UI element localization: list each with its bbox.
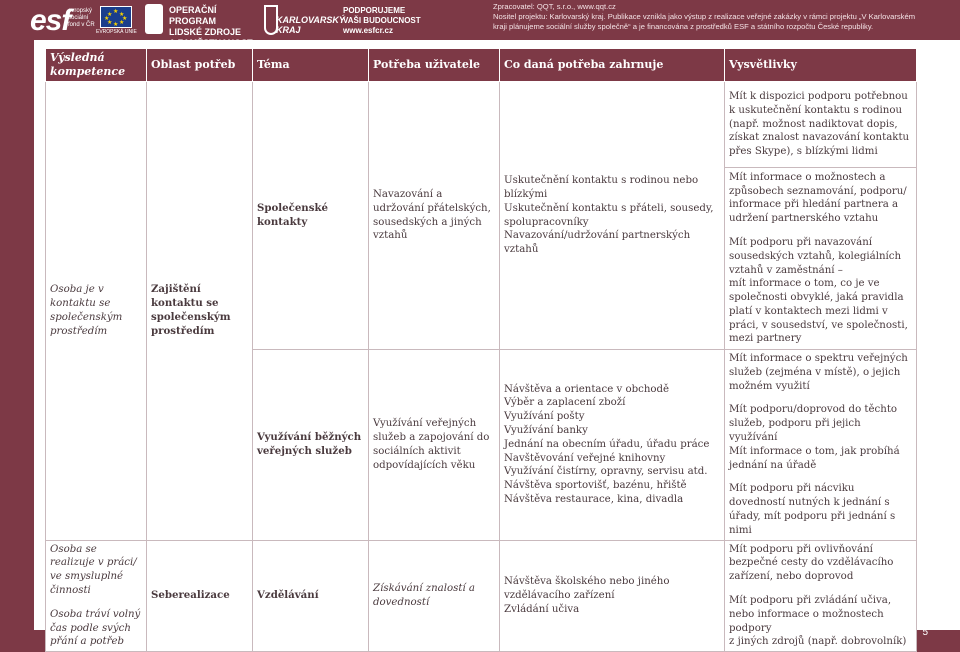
header-bar: [0, 0, 960, 40]
note-neighbour-support: Mít podporu při navazování sousedských vztahů, kolegiálních vztahů v zaměstnání – mít informace o tom, co je ve společnosti obvyklé, jaká pravidla platí v kontaktech mezi lidmi v práci, v sousedství, ve společnosti, mezi partnery: [729, 236, 908, 345]
note-authority-skills: Mít podporu při nácviku dovedností nutných k jednání s úřady, mít podporu při jednání s nimi: [729, 483, 896, 536]
includes-education: Návštěva školského nebo jiného vzdělávacího zařízení Zvládání učiva: [500, 540, 725, 652]
notes-social-contacts: [725, 168, 917, 350]
includes-relationships: Uskutečnění kontaktu s rodinou nebo blízkými Uskutečnění kontaktu s přáteli, sousedy, spolupracovníky Navazování/udržování partnerských vztahů: [500, 82, 725, 350]
podporujeme-logo: [343, 2, 453, 38]
topic-social-contacts: Společenské kontakty: [253, 82, 369, 350]
esf-subtitle: evropský sociální fond v ČR: [68, 8, 95, 28]
includes-public-services: Návštěva a orientace v obchodě Výběr a zaplacení zboží Využívání pošty Využívání banky Jednání na obecním úřadu, úřadu práce Navštěvování veřejné knihovny Využívání čistírny, opravny, servisu atd. Návštěva sportovišť, bazénu, hřiště Návštěva restaurace, kina, divadla: [500, 350, 725, 541]
note-learning-support: Mít podporu při zvládání učiva, nebo informace o možnostech podpory z jiných zdrojů (např. dobrovolník): [729, 594, 907, 648]
eu-caption: EVROPSKÁ UNIE: [96, 29, 137, 35]
outcome-work: Osoba se realizuje v práci/ ve smysluplné činnosti: [50, 543, 137, 596]
table-row: [46, 540, 917, 652]
table-header-row: [46, 49, 917, 82]
header-area: Oblast potřeb: [147, 49, 253, 82]
info-line-1: Zpracovatel: QQT, s.r.o., www.qqt.cz: [493, 2, 616, 11]
need-education: Získávání znalostí a dovedností: [369, 540, 500, 652]
header-notes: Vysvětlivky: [725, 49, 917, 82]
esf-logo: [30, 2, 138, 36]
note-partner-info: Mít informace o možnostech a způsobech seznamování, podporu/ informace při hledání partnera a udržení partnerského vztahu: [729, 171, 907, 225]
info-line-3: kraji plánujeme sociální služby společně“ a je financována z prostředků ESF a státního rozpočtu České republiky.: [493, 22, 874, 31]
header-outcome: Výsledná kompetence: [46, 49, 147, 82]
topic-public-services: Využívání běžných veřejných služeb: [253, 350, 369, 541]
op-logo: [145, 2, 260, 38]
need-relationships: Navazování a udržování přátelských, sousedských a jiných vztahů: [369, 82, 500, 350]
outcome-self-realization: [46, 540, 147, 652]
header-includes: Co daná potřeba zahrnuje: [500, 49, 725, 82]
area-self-realization: Seberealizace: [147, 540, 253, 652]
area-social-contact: Zajištění kontaktu se společenským prostředím: [147, 82, 253, 541]
publication-info: [493, 2, 953, 32]
info-line-2: Nositel projektu: Karlovarský kraj. Publikace vznikla jako výstup z realizace veřejné zakázky v rámci projektu „V Karlovarském: [493, 12, 916, 21]
header-need: Potřeba uživatele: [369, 49, 500, 82]
header-topic: Téma: [253, 49, 369, 82]
notes-education: [725, 540, 917, 652]
need-public-services: Využívání veřejných služeb a zapojování do sociálních aktivit odpovídajících věku: [369, 350, 500, 541]
op-logo-text: OPERAČNÍ PROGRAM LIDSKÉ ZDROJE: [169, 5, 242, 37]
notes-public-services: [725, 350, 917, 541]
note-family-contact: Mít k dispozici podporu potřebnou k uskutečnění kontaktu s rodinou (např. možnost nadiktovat dopis, získat znalost navazování kontaktu přes Skype), s blízkými lidmi: [725, 82, 917, 168]
note-school-route: Mít podporu při ovlivňování bezpečné cesty do vzdělávacího zařízení, nebo doprovod: [729, 543, 894, 583]
op-puzzle-icon: [145, 4, 163, 34]
esf-wordmark: esf: [30, 4, 71, 37]
table-row: [46, 82, 917, 168]
note-services-support: Mít podporu/doprovod do těchto služeb, podporu při jejich využívání Mít informace o tom, jak probíhá jednání na úřadě: [729, 404, 900, 471]
competence-table: [45, 48, 917, 652]
note-services-info: Mít informace o spektru veřejných služeb (zejména v místě), o jejich možném využití: [729, 353, 908, 392]
outcome-social-contact: Osoba je v kontaktu se společenským prostředím: [46, 82, 147, 541]
eu-flag-icon: ★ ★ ★ ★ ★ ★ ★ ★: [100, 6, 132, 28]
karlovarsky-kraj-logo: [262, 2, 345, 38]
outcome-free-time: Osoba tráví volný čas podle svých přání a potřeb: [50, 608, 141, 648]
podporujeme-logo-text: PODPORUJEME VAŠI BUDOUCNOST www.esfcr.cz: [343, 6, 421, 35]
kraj-logo-text: KARLOVARSKÝ KRAJ: [276, 15, 345, 35]
page-number: 5: [922, 627, 928, 638]
topic-education: Vzdělávání: [253, 540, 369, 652]
